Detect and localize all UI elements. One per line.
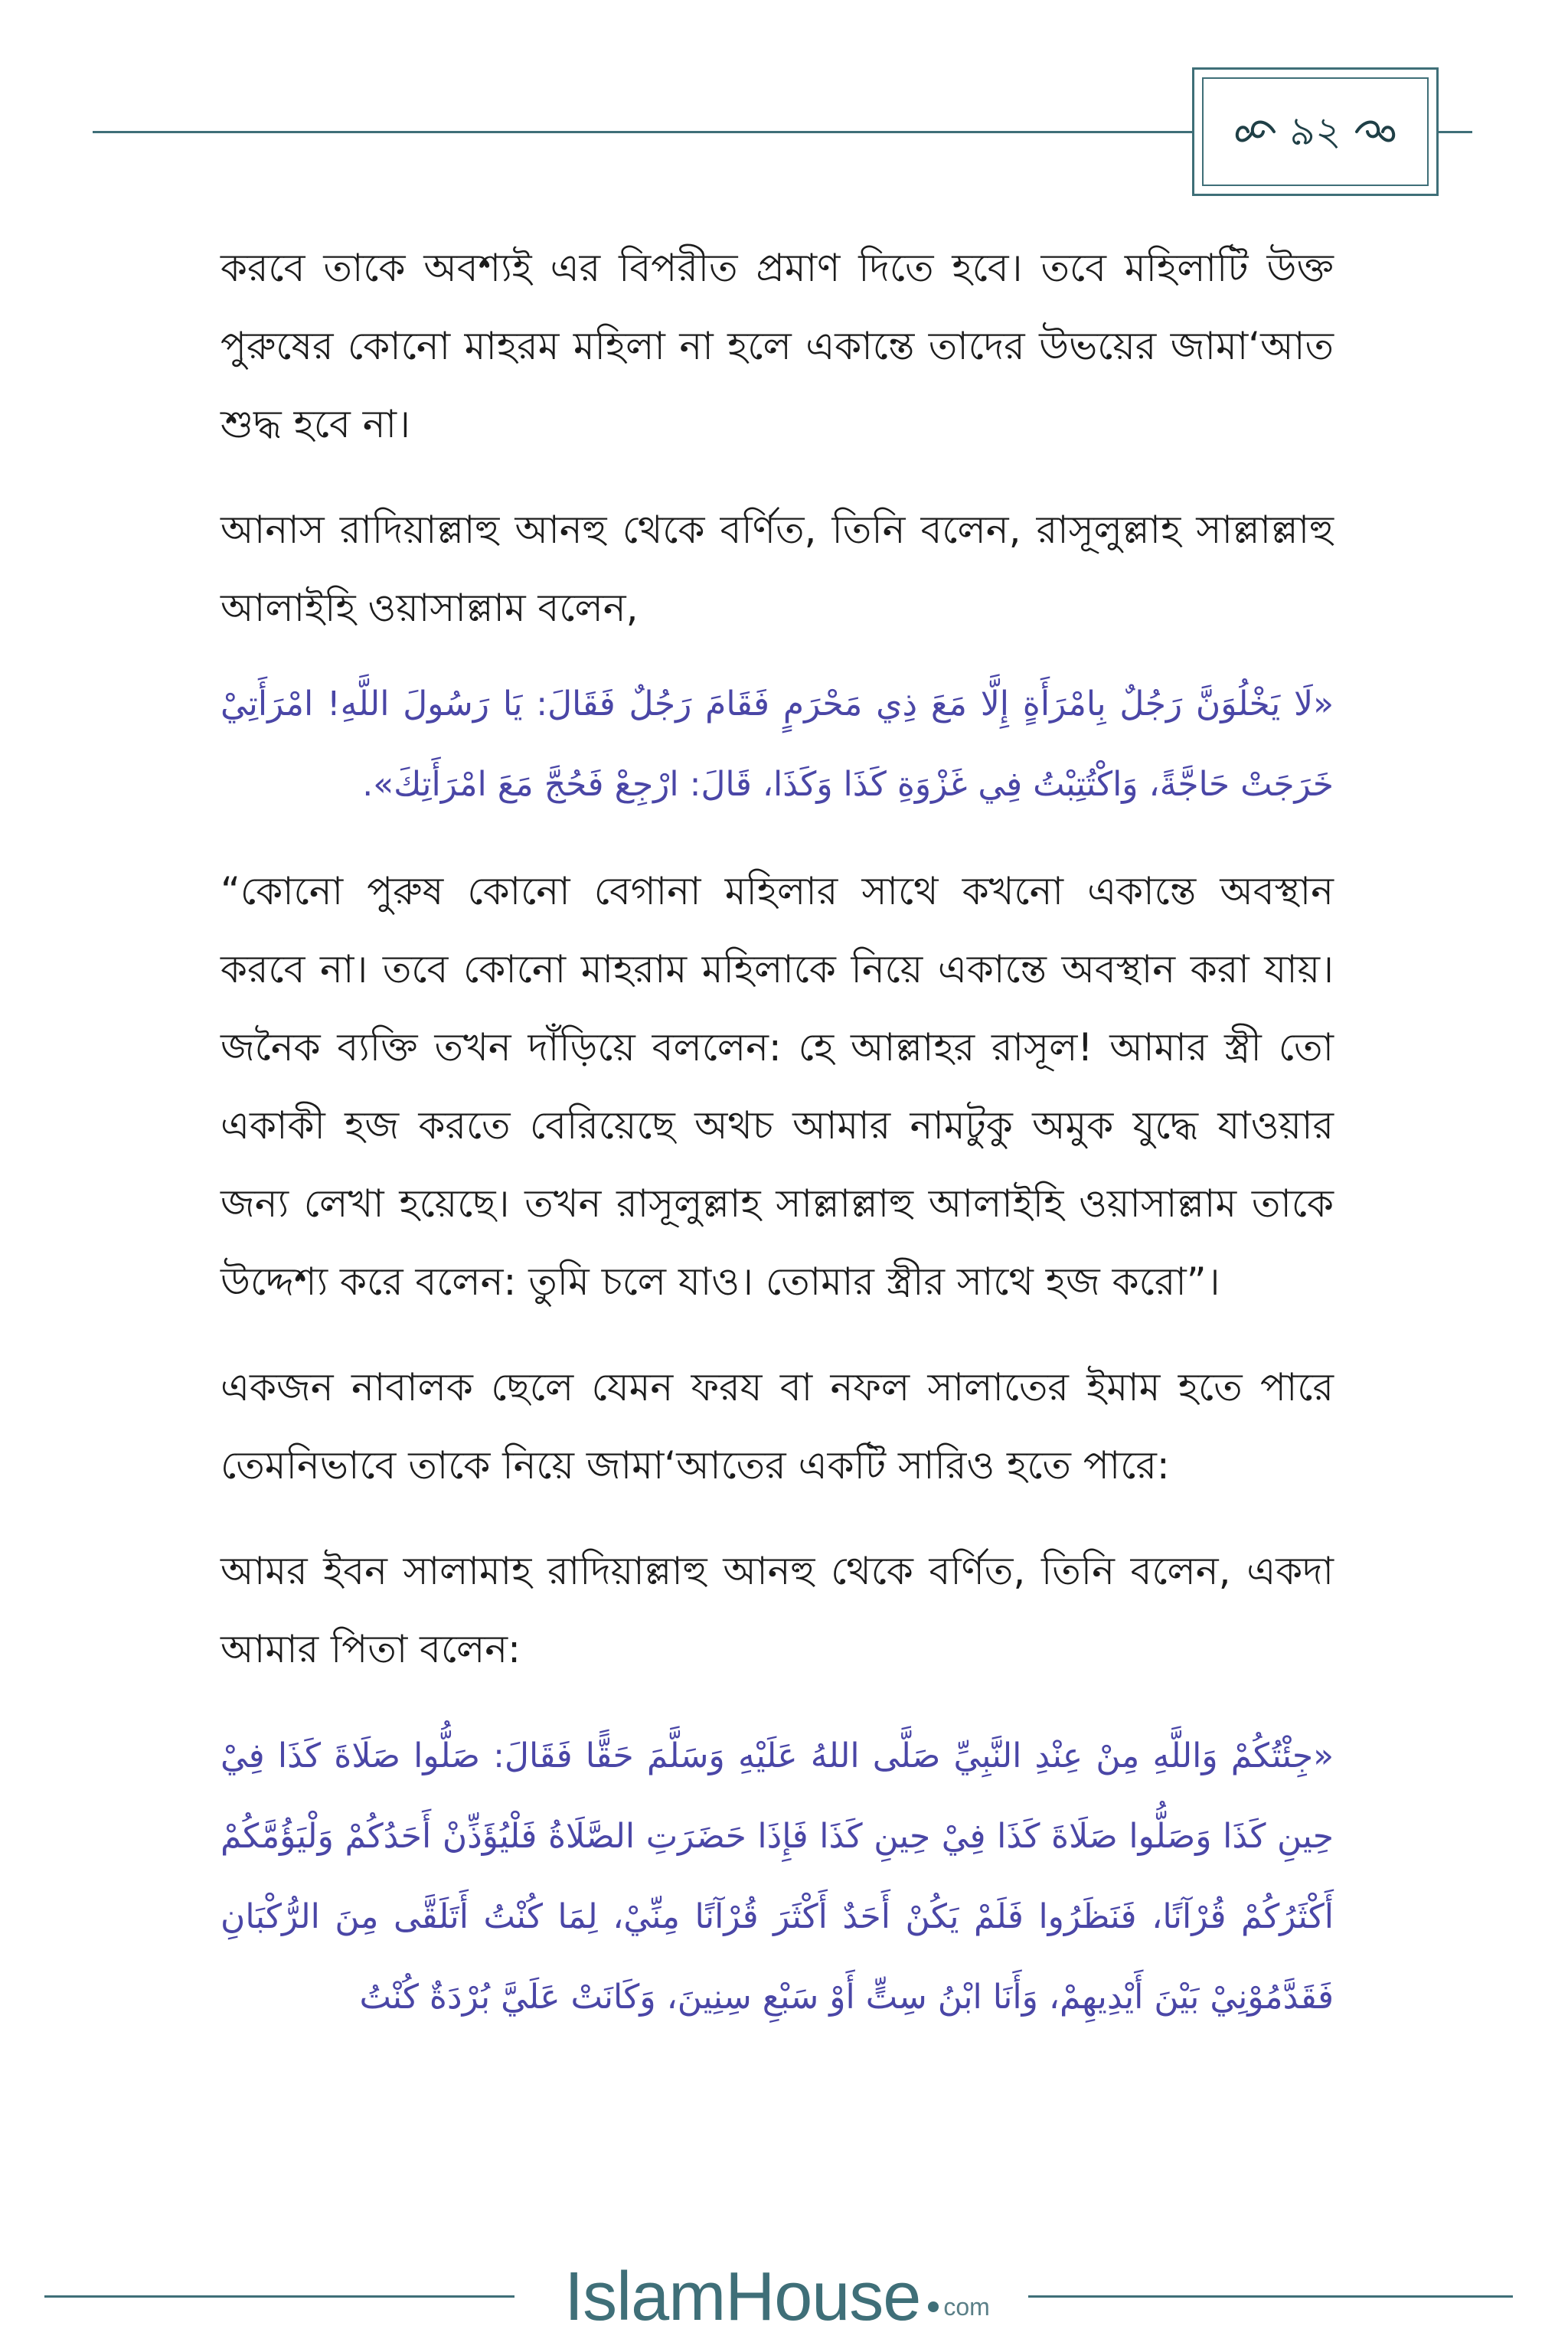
paragraph-hadith-intro-amr: আমর ইবন সালামাহ রাদিয়াল্লাহু আনহু থেকে বর্ণিত, তিনি বলেন, একদা আমার পিতা বলেন: (220, 1549, 1334, 1671)
logo-brand-name: IslamHouse (564, 2259, 921, 2335)
page-number-box (1192, 67, 1439, 196)
footer-rule-left (44, 2295, 514, 2298)
islamhouse-logo (536, 2251, 1018, 2343)
arabic-hadith-quote-2: «جِئْتُكُمْ وَاللَّهِ مِنْ عِنْدِ النَّبِيِّ صَلَّى اللهُ عَلَيْهِ وَسَلَّمَ حَقًّا فَقَالَ: صَلُّوا صَلَاةَ كَذَا فِيْ حِينِ كَذَا وَصَلُّوا صَلَاةَ كَذَا فِيْ حِينِ كَذَا فَإِذَا حَضَرَتِ الصَّلَاةُ فَلْيُؤَذِّنْ أَحَدُكُمْ وَلْيَؤُمَّكُمْ أَكْثَرُكُمْ قُرْآنًا، فَنَظَرُوا فَلَمْ يَكُنْ أَحَدٌ أَكْثَرَ قُرْآنًا مِنِّيْ، لِمَا كُنْتُ أَتَلَقَّى مِنَ الرُّكْبَانِ فَقَدَّمُوْنِيْ بَيْنَ أَيْدِيهِمْ، وَأَنَا ابْنُ سِتٍّ أَوْ سَبْعِ سِنِينَ، وَكَانَتْ عَلَيَّ بُرْدَةٌ كُنْتُ (220, 1736, 1334, 2017)
arabic-hadith-quote-1: «لَا يَخْلُوَنَّ رَجُلٌ بِامْرَأَةٍ إِلَّا مَعَ ذِي مَحْرَمٍ فَقَامَ رَجُلٌ فَقَالَ: يَا رَسُولَ اللَّهِ! امْرَأَتِيْ خَرَجَتْ حَاجَّةً، وَاكْتُتِبْتُ فِي غَزْوَةِ كَذَا وَكَذَا، قَالَ: ارْجِعْ فَحُجَّ مَعَ امْرَأَتِكَ». (220, 684, 1334, 804)
paragraph-continuation: করবে তাকে অবশ্যই এর বিপরীত প্রমাণ দিতে হবে। তবে মহিলাটি উক্ত পুরুষের কোনো মাহরম মহিলা না হলে একান্তে তাদের উভয়ের জামা‘আত শুদ্ধ হবে না। (220, 246, 1334, 446)
paragraph-hadith-translation: “কোনো পুরুষ কোনো বেগানা মহিলার সাথে কখনো একান্তে অবস্থান করবে না। তবে কোনো মাহরাম মহিলাকে নিয়ে একান্তে অবস্থান করা যায়। জনৈক ব্যক্তি তখন দাঁড়িয়ে বললেন: হে আল্লাহর রাসূল! আমার স্ত্রী তো একাকী হজ করতে বেরিয়েছে অথচ আমার নামটুকু অমুক যুদ্ধে যাওয়ার জন্য লেখা হয়েছে। তখন রাসূলুল্লাহ সাল্লাল্লাহু আলাইহি ওয়াসাল্লাম তাকে উদ্দেশ্য করে বলেন: তুমি চলে যাও। তোমার স্ত্রীর সাথে হজ করো”। (220, 869, 1334, 1304)
page-body (220, 229, 1334, 2065)
logo-domain: com (943, 2293, 990, 2321)
footer-rule-right (1028, 2295, 1513, 2298)
paragraph-minor-imam-rule: একজন নাবালক ছেলে যেমন ফরয বা নফল সালাতের ইমাম হতে পারে তেমনিভাবে তাকে নিয়ে জামা‘আতের একটি সারিও হতে পারে: (220, 1365, 1334, 1488)
logo-dot-icon (928, 2301, 939, 2312)
paragraph-hadith-intro-anas: আনাস রাদিয়াল্লাহু আনহু থেকে বর্ণিত, তিনি বলেন, রাসূলুল্লাহ সাল্লাল্লাহু আলাইহি ওয়াসাল্লাম বলেন, (220, 508, 1334, 630)
ornament-right-icon (1352, 115, 1398, 149)
page-number: ৯২ (1289, 109, 1341, 155)
page-number-frame (1202, 77, 1429, 186)
ornament-left-icon (1233, 115, 1279, 149)
